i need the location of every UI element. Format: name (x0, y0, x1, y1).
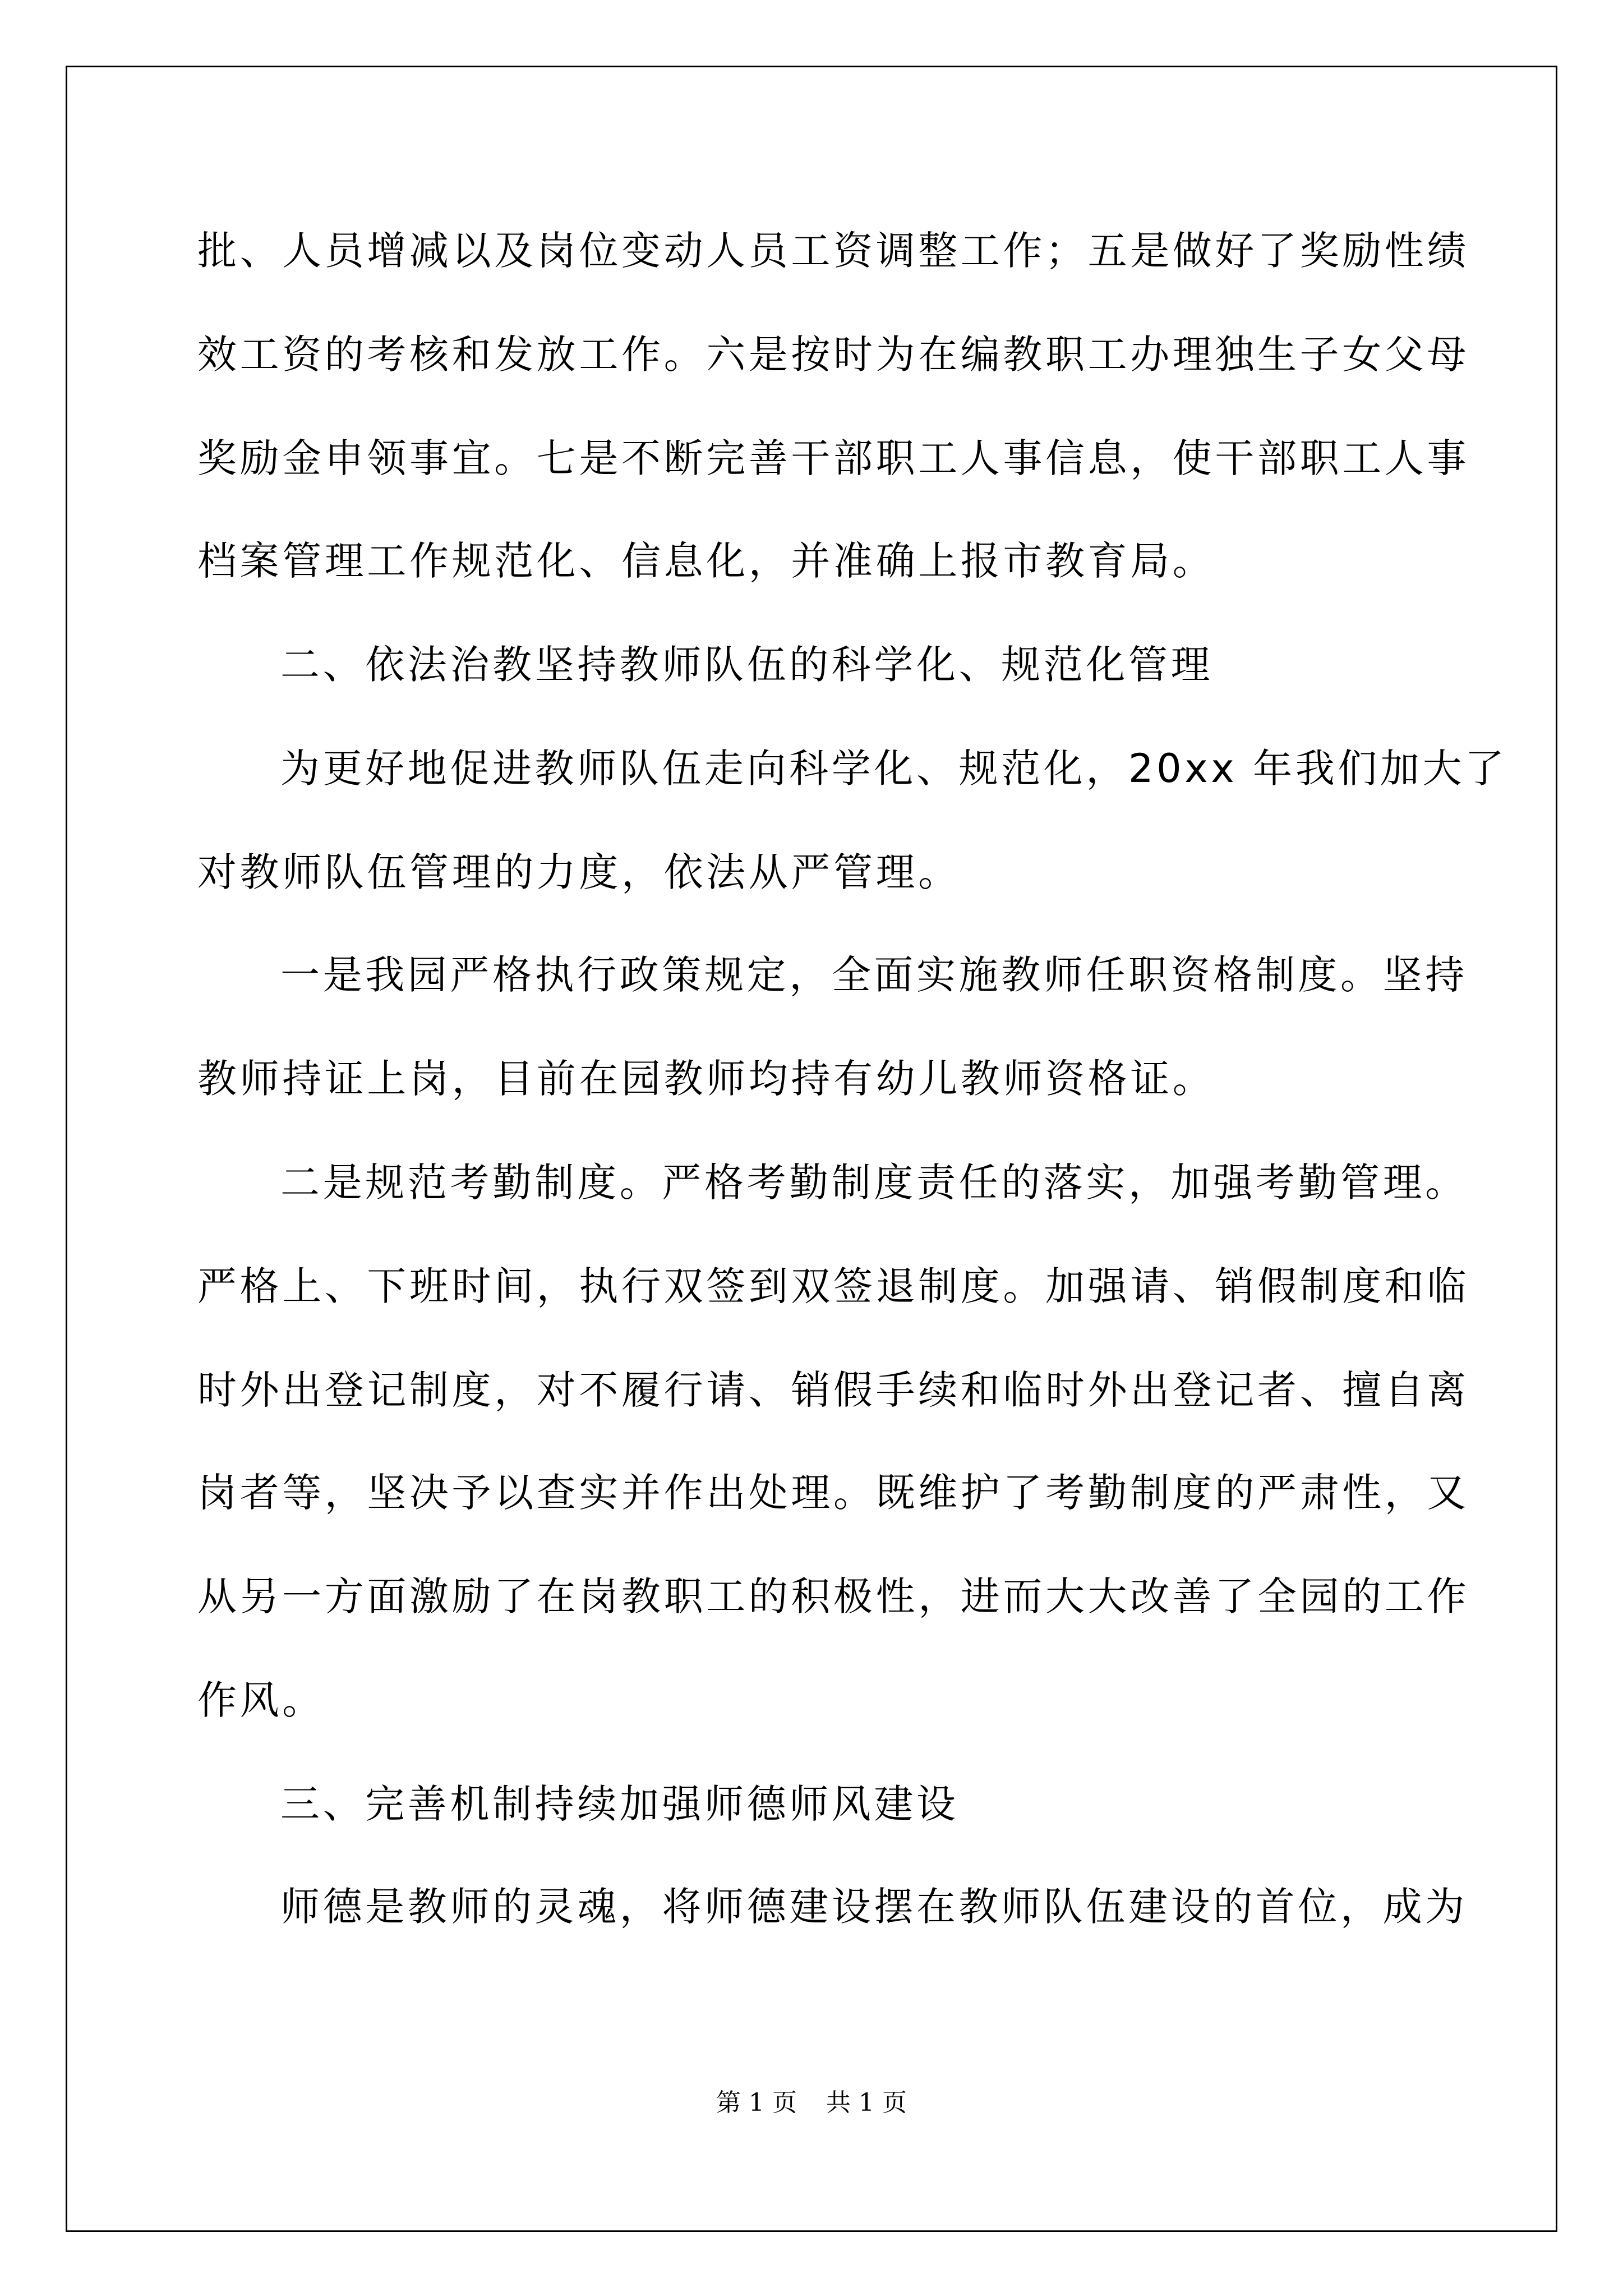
body-line: 对教师队伍管理的力度，依法从严管理。 (197, 849, 961, 895)
page-total: 共 1 页 (826, 2088, 907, 2117)
section-heading: 二、依法治教坚持教师队伍的科学化、规范化管理 (280, 642, 1214, 688)
body-line: 岗者等，坚决予以查实并作出处理。既维护了考勤制度的严肃性，又 (197, 1470, 1469, 1516)
body-line: 一是我园严格执行政策规定，全面实施教师任职资格制度。坚持 (280, 952, 1468, 998)
body-line: 师德是教师的灵魂，将师德建设摆在教师队伍建设的首位，成为 (280, 1884, 1468, 1930)
body-line: 严格上、下班时间，执行双签到双签退制度。加强请、销假制度和临 (197, 1263, 1469, 1309)
body-line: 批、人员增减以及岗位变动人员工资调整工作；五是做好了奖励性绩 (197, 228, 1469, 274)
body-line: 奖励金申领事宜。七是不断完善干部职工人事信息，使干部职工人事 (197, 435, 1469, 481)
body-line: 时外出登记制度，对不履行请、销假手续和临时外出登记者、擅自离 (197, 1367, 1469, 1413)
body-line: 作风。 (197, 1677, 325, 1723)
body-line: 从另一方面激励了在岗教职工的积极性，进而大大改善了全园的工作 (197, 1573, 1469, 1619)
body-line: 效工资的考核和发放工作。六是按时为在编教职工办理独生子女父母 (197, 332, 1469, 378)
page-number: 第 1 页 (716, 2088, 797, 2117)
body-line: 教师持证上岗，目前在园教师均持有幼儿教师资格证。 (197, 1056, 1215, 1102)
body-line: 二是规范考勤制度。严格考勤制度责任的落实，加强考勤管理。 (280, 1159, 1468, 1205)
body-line: 档案管理工作规范化、信息化，并准确上报市教育局。 (197, 538, 1215, 584)
page-footer (0, 2086, 1623, 2120)
body-line: 为更好地促进教师队伍走向科学化、规范化，20xx 年我们加大了 (280, 746, 1507, 792)
section-heading: 三、完善机制持续加强师德师风建设 (280, 1781, 959, 1827)
